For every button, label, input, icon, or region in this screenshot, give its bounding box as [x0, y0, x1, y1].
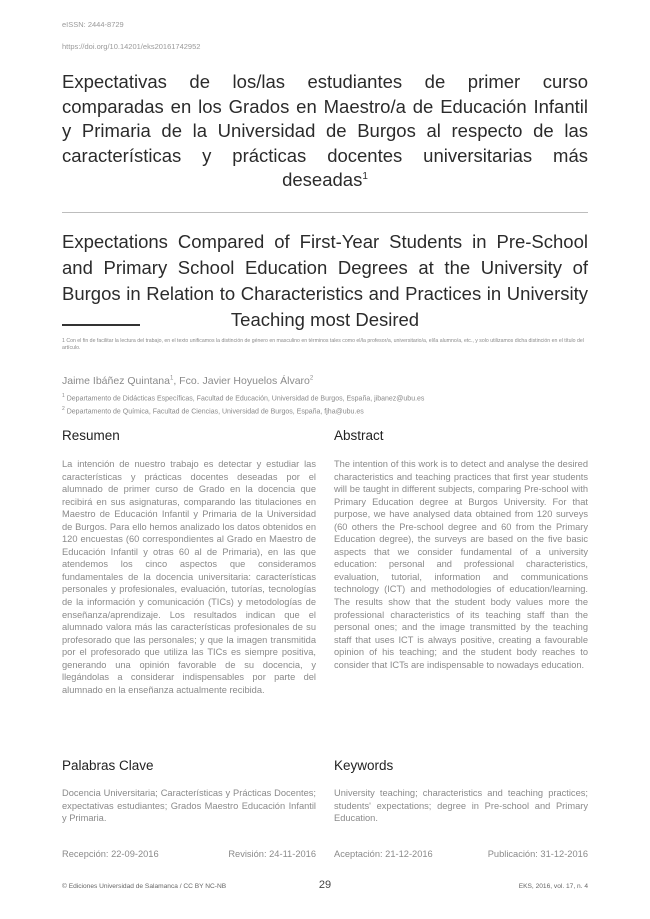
affiliation-1 — [62, 393, 424, 402]
authors — [62, 375, 313, 387]
palabras-clave-heading: Palabras Clave — [62, 758, 154, 773]
affiliation-2-text: Departamento de Química, Facultad de Ciencias, Universidad de Burgos, España, fjha@ubu.es — [64, 408, 364, 416]
title-english: Expectations Compared of First-Year Students in Pre-School and Primary School Education Degrees at the University of Burgos in Relation to Characteristics and Practices in University Teaching most Desired — [62, 231, 588, 330]
author-1-sup: 1 — [169, 375, 174, 382]
footer-journal: EKS, 2016, vol. 17, n. 4 — [518, 883, 588, 890]
keywords-text: University teaching; characteristics and teaching practices; students' expectations; degree in Pre-school and Primary Education. — [334, 788, 588, 824]
author-2: Fco. Javier Hoyuelos Álvaro — [179, 375, 310, 387]
doi-link[interactable]: https://doi.org/10.14201/eks20161742952 — [62, 42, 201, 51]
author-1: Jaime Ibáñez Quintana — [62, 375, 170, 387]
footnote: 1 Con el fin de facilitar la lectura del trabajo, en el texto unificamos la distinción de género en masculino en términos tales como el/la profesor/a, universitario/a, el/la alumno/a, etc., y solo utilizamos dicha distinción en el título del artículo. — [62, 338, 584, 352]
date-revision: Revisión: 24-11-2016 — [228, 849, 316, 859]
palabras-clave-text: Docencia Universitaria; Características y Prácticas Docentes; expectativas estudiantes; Grados Maestro Educación Infantil y Primaria. — [62, 788, 316, 824]
affiliation-2-sup: 2 — [62, 406, 65, 412]
date-recepcion: Recepción: 22-09-2016 — [62, 849, 159, 859]
dates-right — [334, 849, 588, 859]
date-publicacion: Publicación: 31-12-2016 — [487, 849, 588, 859]
title-spanish-text: Expectativas de los/las estudiantes de primer curso comparadas en los Grados en Maestro/a de Educación Infantil y Primaria de la Universidad de Burgos al respecto de las características y prácticas docentes universitarias más deseadas — [62, 71, 588, 190]
abstract-text: The intention of this work is to detect and analyse the desired characteristics and teaching practices that first year students will be taught in different subjects, comparing Pre-school with Primary Education degree at Burgos University. For that purpose, we have analysed data obtained from 120 surveys (60 others the Pre-school degree and 60 from the Primary Education degree), the surveys are based on the five basic aspects that we consider fundamental of a university education: personal and professional characteristics, evaluation, tutorial, information and communications technology (ICT) and methodologies of education/learning. The results show that the student body values more the professional characteristics of its teaching staff than the personal ones; and the image transmitted by the teaching staff that uses ICT is always positive, creating a favourable opinion of his teaching; and the student body reaches to consider that ICTs are indispensable to nowadays education. — [334, 459, 588, 670]
title-spanish — [62, 70, 588, 193]
resumen-heading: Resumen — [62, 428, 120, 443]
affiliation-2 — [62, 406, 364, 415]
page-number: 29 — [318, 879, 332, 891]
author-2-sup: 2 — [309, 375, 314, 382]
affiliation-1-sup: 1 — [62, 393, 65, 399]
author-separator: , — [173, 375, 180, 387]
abstract-heading: Abstract — [334, 428, 384, 443]
footnote-rule — [62, 324, 140, 326]
affiliation-1-text: Departamento de Didácticas Específicas, Facultad de Educación, Universidad de Burgos, España, jibanez@ubu.es — [64, 395, 425, 403]
title-divider — [62, 212, 588, 213]
footer-copyright: © Ediciones Universidad de Salamanca / CC BY NC-NB — [62, 883, 227, 890]
keywords-heading: Keywords — [334, 758, 394, 773]
resumen-text: La intención de nuestro trabajo es detectar y estudiar las características y prácticas docentes deseadas por el alumnado de primer curso de Grado en la docencia que recibirá en sus asignaturas, comparando las titulaciones en Maestro de Educación Infantil y Primaria de la Universidad de Burgos. Para ello hemos analizado los datos obtenidos en 120 encuestas (60 correspondientes al Grado en Maestro de Educación Infantil y otras 60 al de Primaria), en las que atendemos los cinco aspectos que consideramos fundamentales de la docencia universitaria: características personales y profesionales, evaluación, tutorías, tecnologías de la información y comunicación (TICs) y metodologías de enseñanza/aprendizaje. Los resultados indican que el alumnado valora más las características profesionales de su profesorado que las personales; y que la imagen transmitida por el profesorado que utiliza las TICs es siempre positiva, generando una opinión favorable de su docencia, y llegándolas a considerar indispensables por parte del alumnado en la enseñanza actualmente recibida. — [62, 459, 316, 695]
dates-left — [62, 849, 316, 859]
date-aceptacion: Aceptación: 21-12-2016 — [334, 849, 433, 859]
eissn: eISSN: 2444-8729 — [62, 20, 124, 29]
title-footnote-mark[interactable]: 1 — [362, 171, 368, 182]
